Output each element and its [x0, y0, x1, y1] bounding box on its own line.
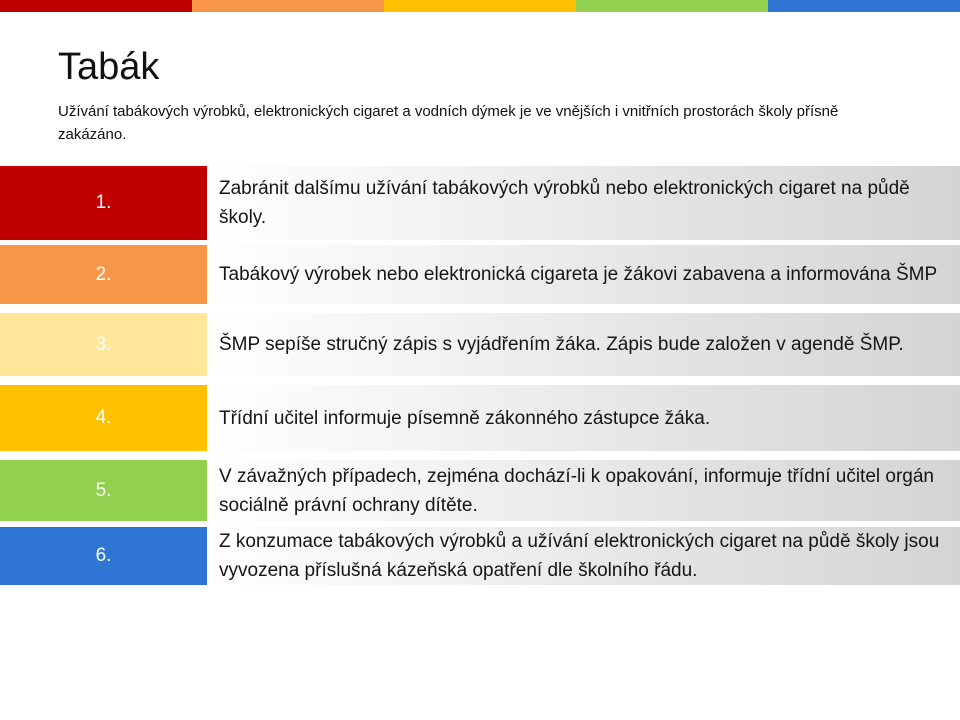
step-number-6: 6.: [0, 527, 207, 585]
top-bar-segment-green: [576, 0, 768, 12]
step-number-5: 5.: [0, 460, 207, 521]
step-number-2: 2.: [0, 245, 207, 304]
page-title: Tabák: [58, 46, 160, 88]
step-text-3: ŠMP sepíše stručný zápis s vyjádřením žáka. Zápis bude založen v agendě ŠMP.: [207, 313, 960, 376]
top-bar-segment-red: [0, 0, 192, 12]
step-number-4: 4.: [0, 385, 207, 451]
step-row-3: [0, 313, 960, 376]
top-color-bar: [0, 0, 960, 12]
step-row-4: [0, 385, 960, 451]
step-text-4: Třídní učitel informuje písemně zákonného zástupce žáka.: [207, 385, 960, 451]
step-row-1: [0, 166, 960, 240]
step-text-6: Z konzumace tabákových výrobků a užívání elektronických cigaret na půdě školy jsou vyvozena příslušná kázeňská opatření dle školního řádu.: [207, 527, 960, 585]
step-row-5: [0, 460, 960, 521]
step-text-5: V závažných případech, zejména dochází-li k opakování, informuje třídní učitel orgán sociálně právní ochrany dítěte.: [207, 460, 960, 521]
top-bar-segment-blue: [768, 0, 960, 12]
step-row-2: [0, 245, 960, 304]
page-subtitle: Užívání tabákových výrobků, elektronických cigaret a vodních dýmek je ve vnějších i vnitřních prostorách školy přísně zakázáno.: [58, 103, 839, 143]
step-number-3: 3.: [0, 313, 207, 376]
step-text-1: Zabránit dalšímu užívání tabákových výrobků nebo elektronických cigaret na půdě školy.: [207, 166, 960, 240]
step-text-2: Tabákový výrobek nebo elektronická cigareta je žákovi zabavena a informována ŠMP: [207, 245, 960, 304]
top-bar-segment-orange: [192, 0, 384, 12]
step-row-6: [0, 527, 960, 585]
step-number-1: 1.: [0, 166, 207, 240]
top-bar-segment-yellow: [384, 0, 576, 12]
